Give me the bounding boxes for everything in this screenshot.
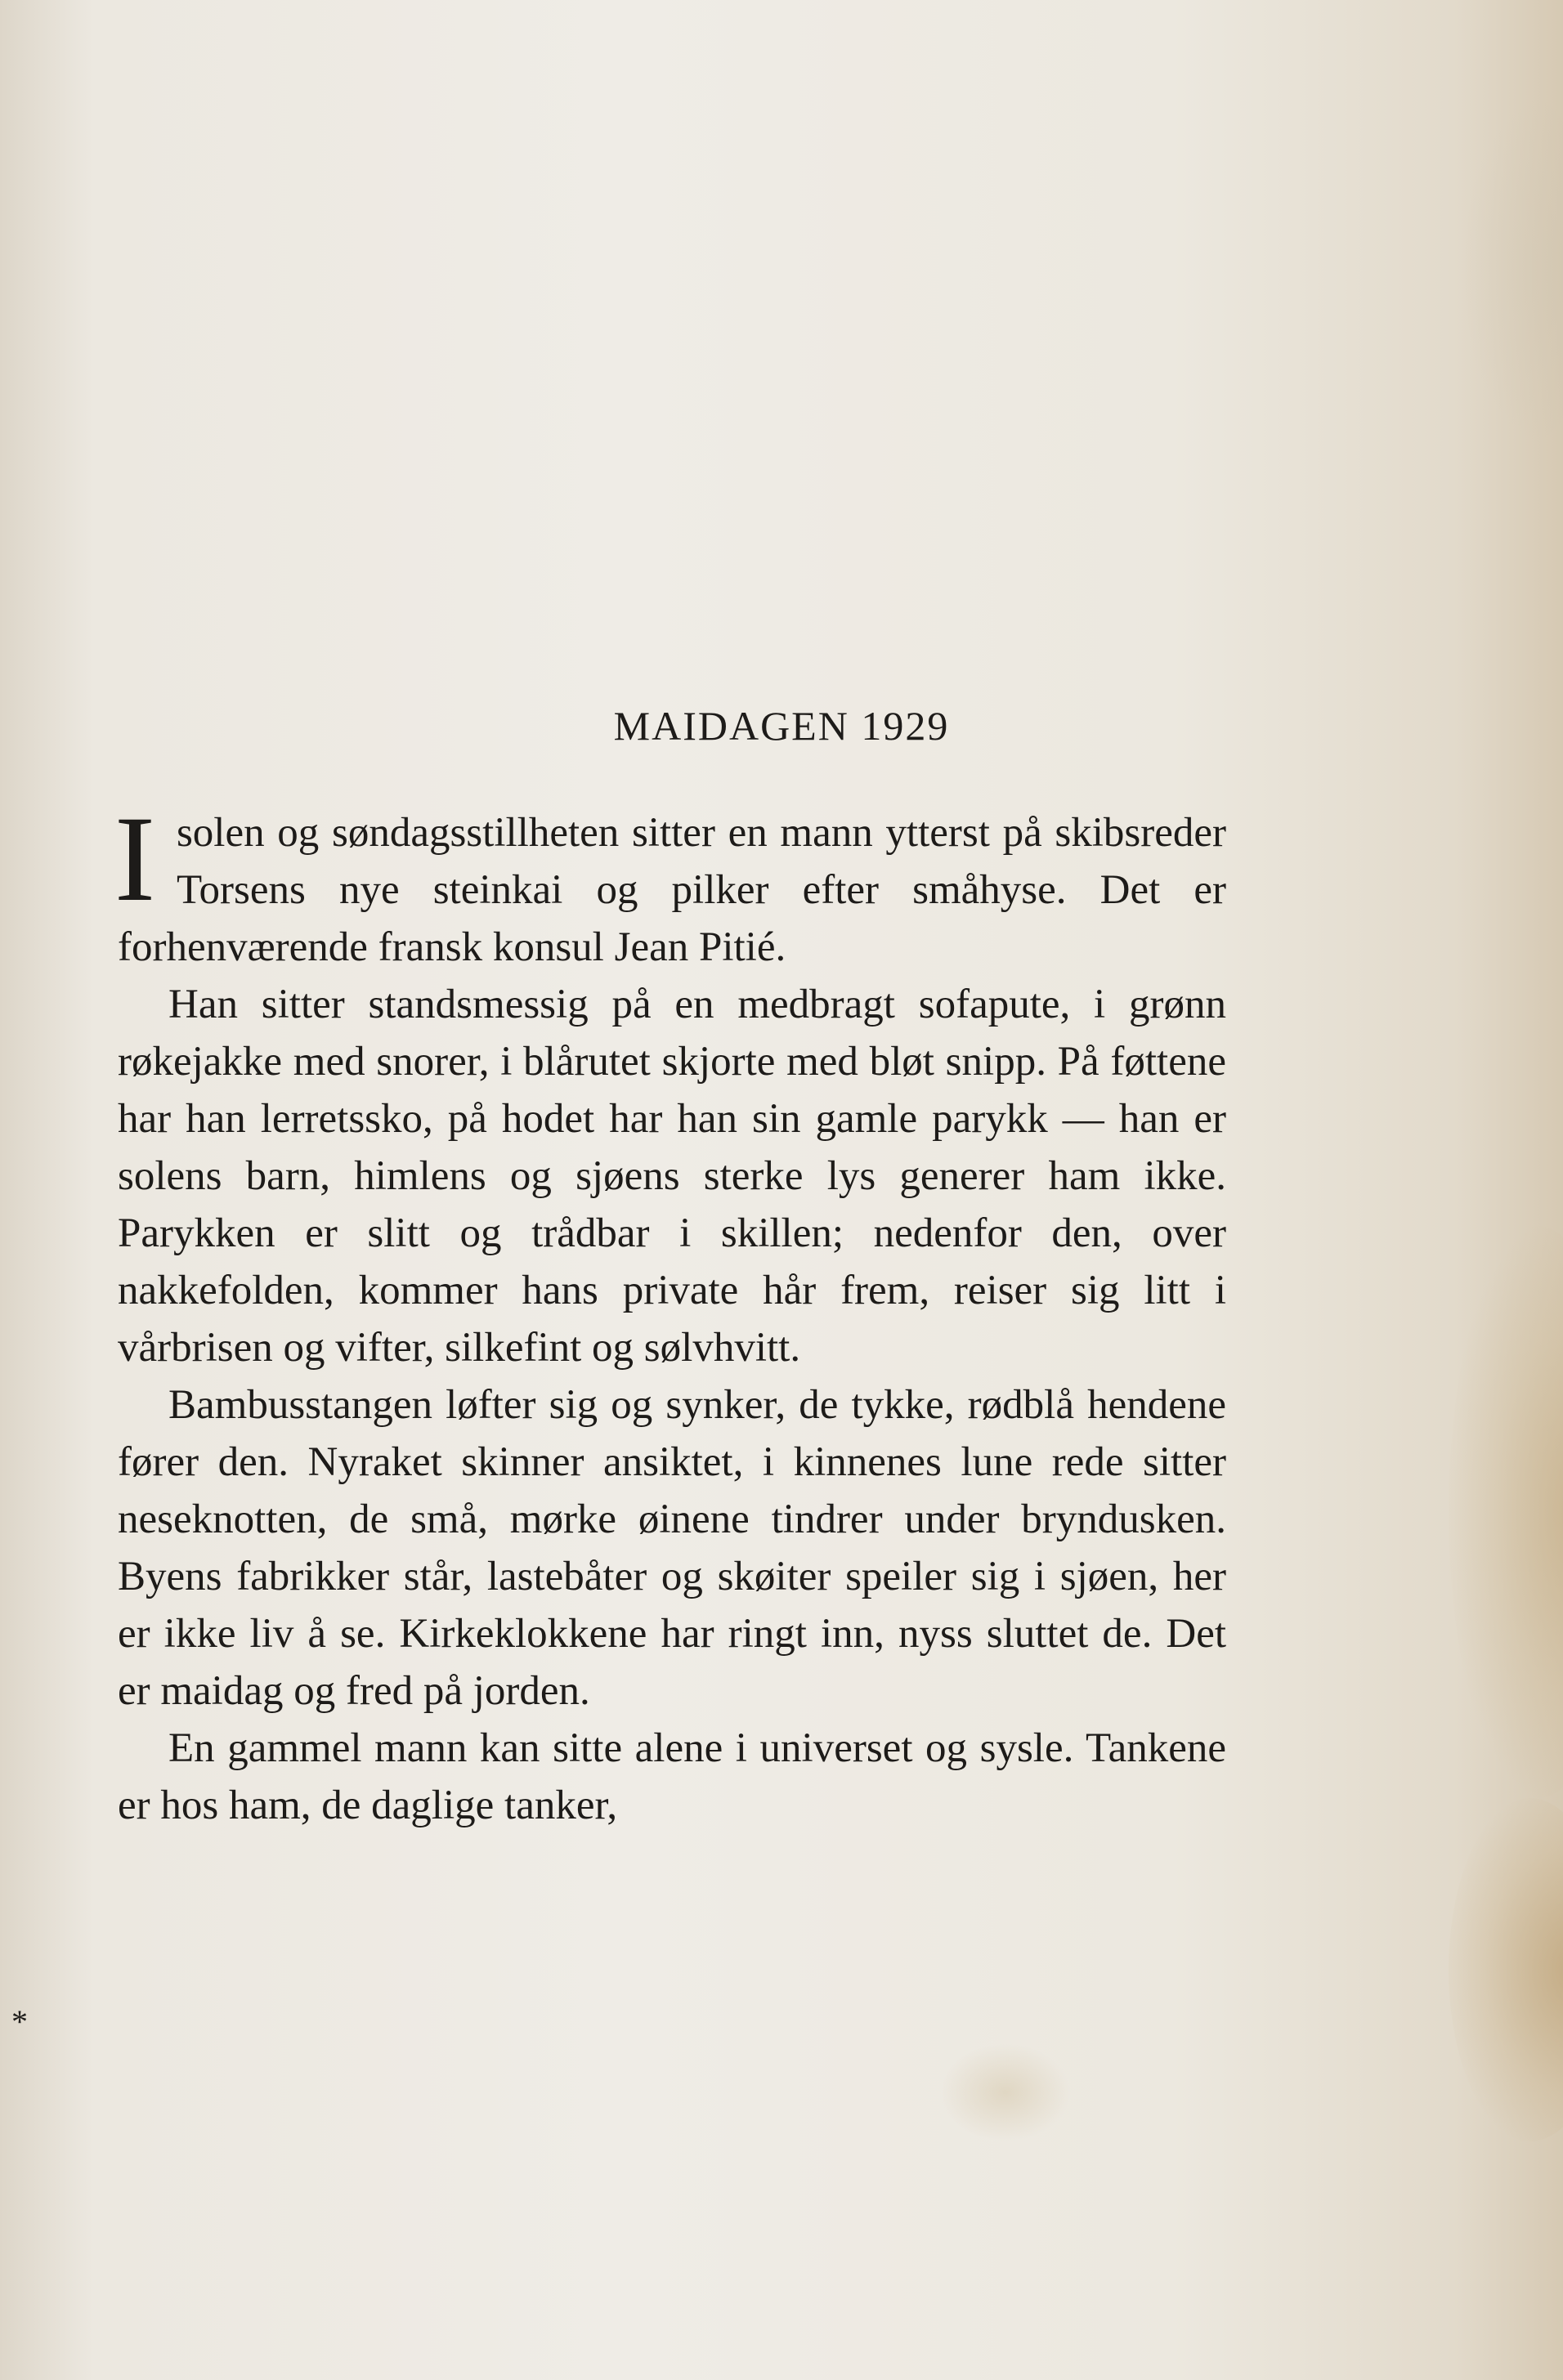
paragraph-1 [114,791,1226,976]
chapter-heading: MAIDAGEN 1929 [613,703,950,749]
margin-mark: * [11,2003,28,2040]
paper-stain [940,2043,1071,2141]
paragraph-text: solen og søndagsstillheten sitter en mann ytterst på skibsreder Torsens nye steinkai og pilker efter småhyse. Det er forhenværende fransk konsul Jean Pitié. [118,810,1226,970]
water-stain [1449,1798,1563,2141]
paper-discoloration [1465,98,1563,441]
body-text [114,791,1226,1834]
water-stain [1449,1226,1563,1798]
paragraph-2: Han sitter standsmessig på en medbragt sofapute, i grønn røkejakke med snorer, i blårutet skjorte med bløt snipp. På føttene har han lerretssko, på hodet har han sin gamle parykk — han er solens barn, himlens og sjøens sterke lys generer ham ikke. Parykken er slitt og trådbar i skillen; nedenfor den, over nakkefolden, kommer hans private hår frem, reiser sig litt i vårbrisen og vifter, silkefint og sølvhvitt. [118,982,1226,1371]
paragraph-3: Bambusstangen løfter sig og synker, de tykke, rødblå hendene fører den. Nyraket skinner ansiktet, i kinnenes lune rede sitter neseknotten, de små, mørke øinene tindrer under bryndusken. Byens fabrikker står, lastebåter og skøiter speiler sig i sjøen, her er ikke liv å se. Kirkeklokkene har ringt inn, nyss sluttet de. Det er maidag og fred på jorden. [118,1382,1226,1714]
drop-cap: I [114,791,155,927]
paragraph-4: En gammel mann kan sitte alene i universet og sysle. Tankene er hos ham, de daglige tanker, [118,1725,1226,1828]
